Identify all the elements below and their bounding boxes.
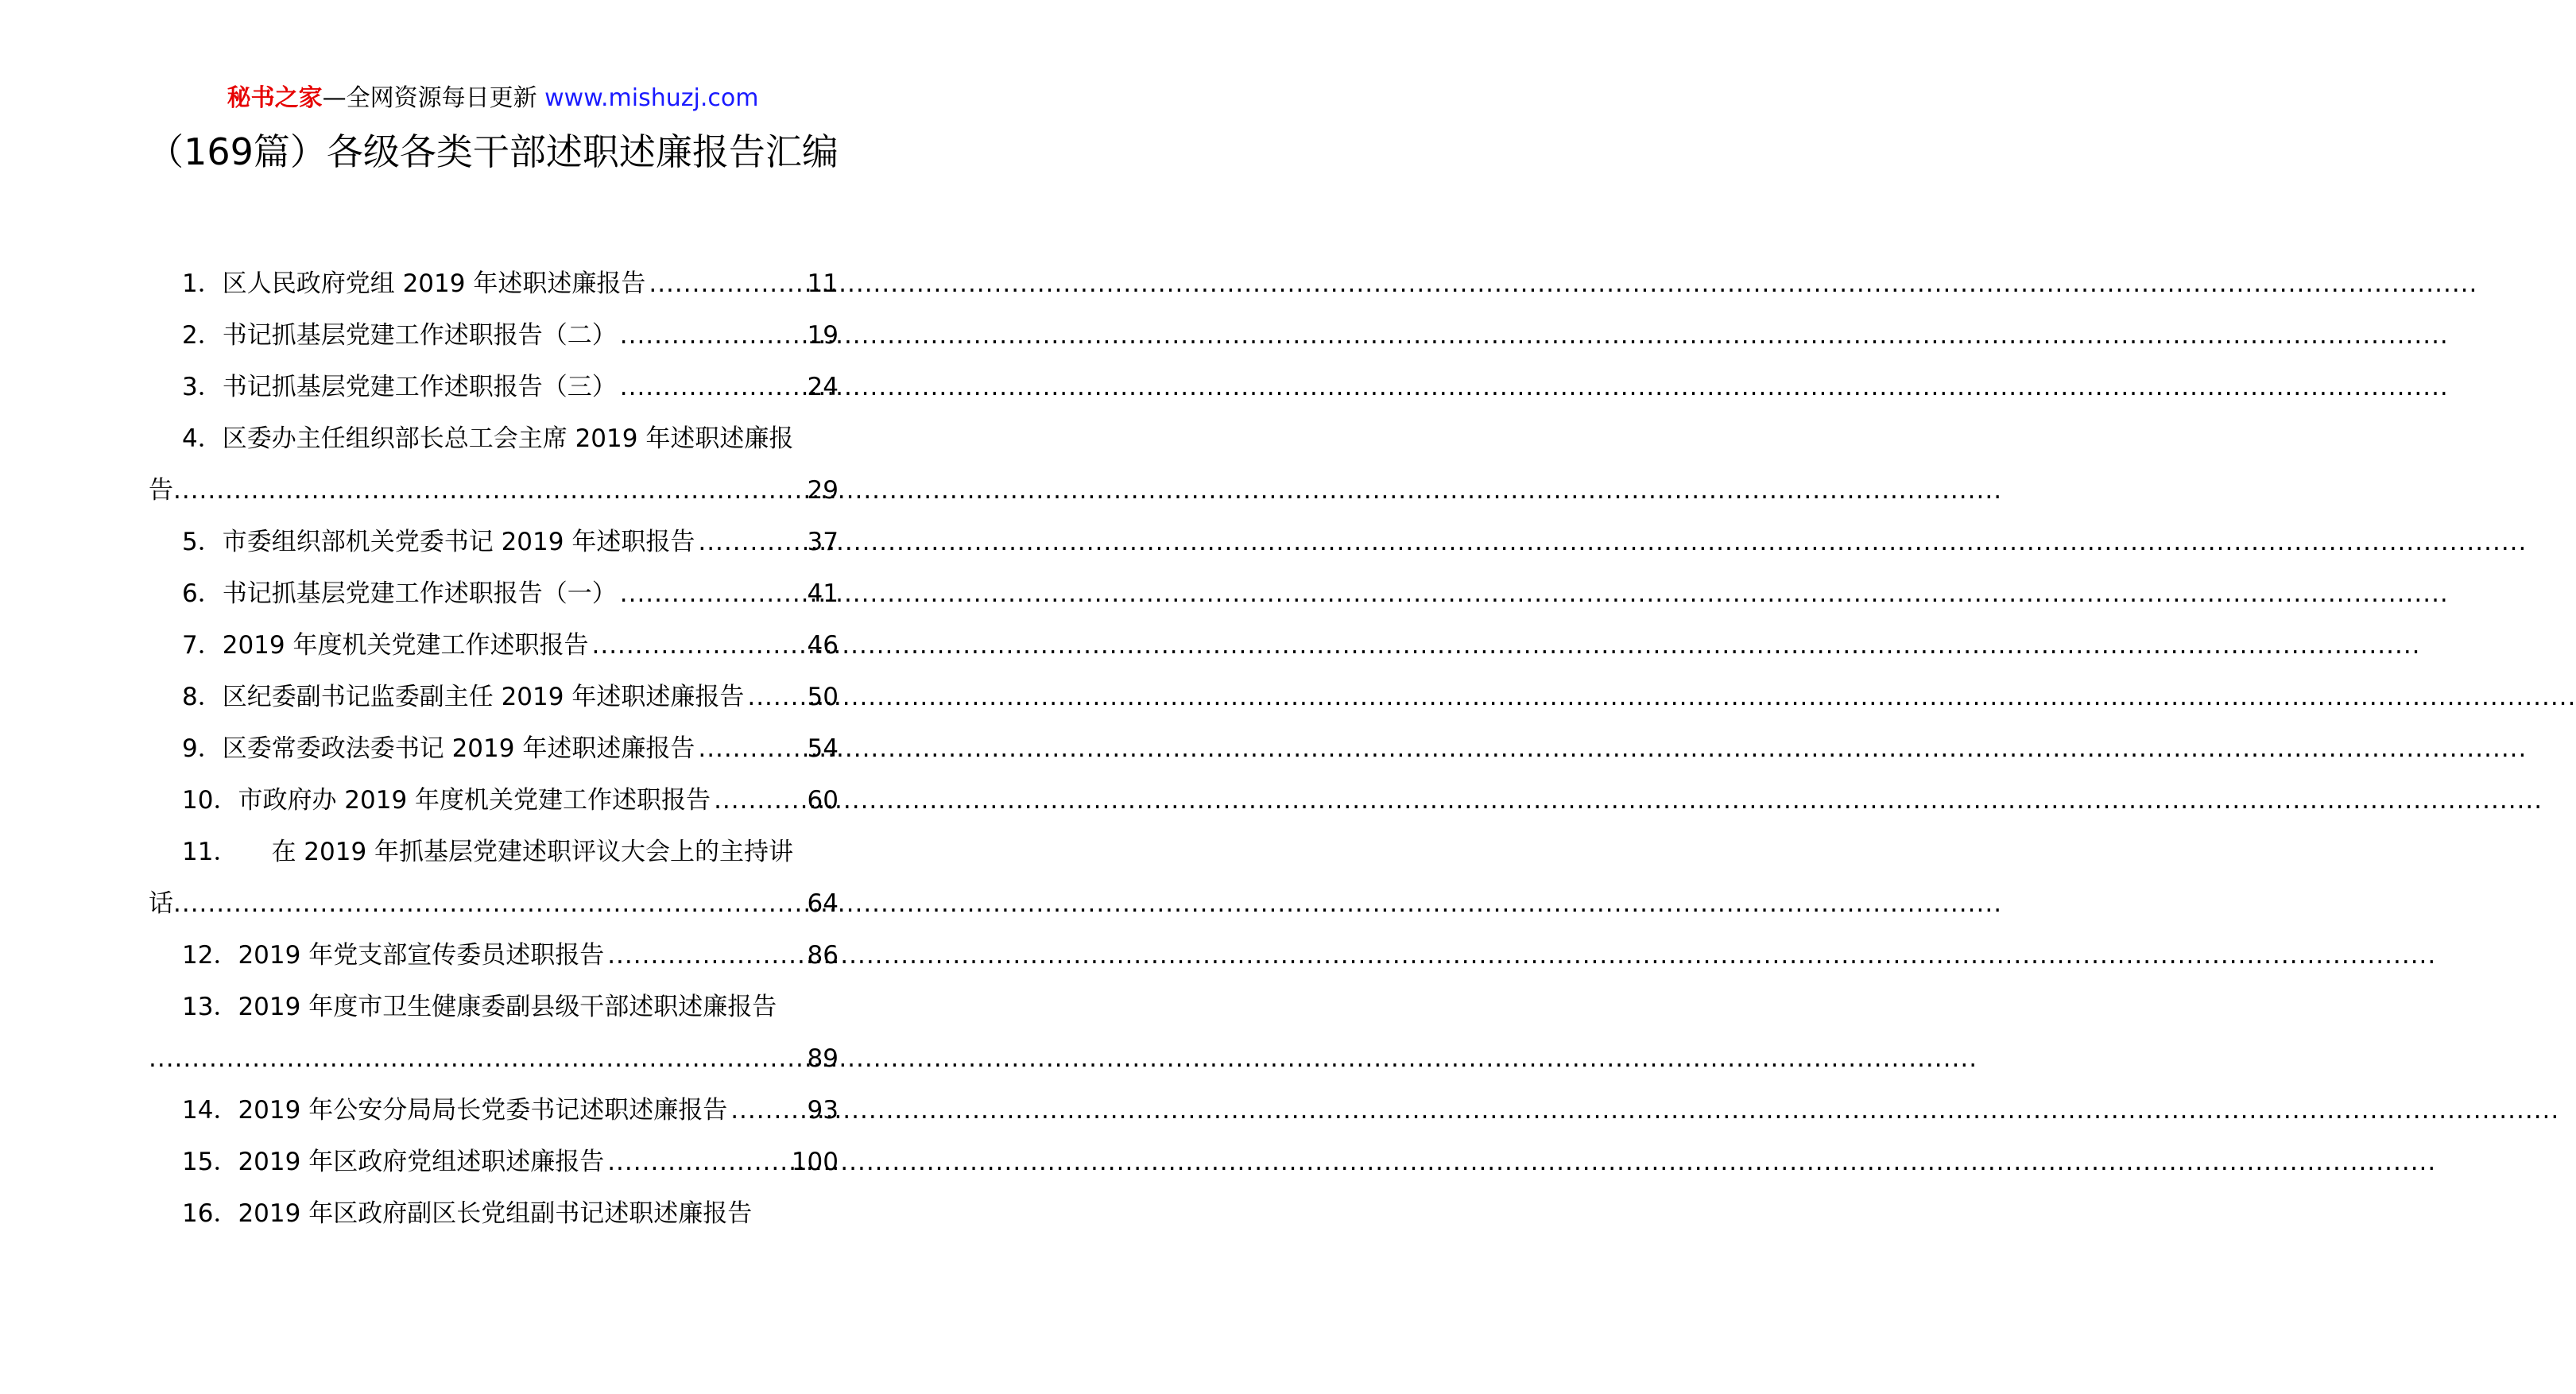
toc-entry-title: 2019 年度机关党建工作述职报告 [222, 631, 589, 660]
toc-entry[interactable] [149, 517, 839, 568]
toc-entry-number: 13． [182, 993, 238, 1021]
toc-entry[interactable] [149, 930, 839, 982]
toc-entry-line [149, 620, 839, 672]
toc-entry-title: 2019 年区政府副区长党组副书记述职述廉报告 [238, 1199, 753, 1228]
toc-entry-page: 93 [807, 1096, 839, 1125]
toc-entry[interactable] [149, 568, 839, 620]
toc-entry-title-continued: 话 [149, 889, 173, 918]
toc-entry[interactable] [149, 413, 839, 517]
toc-entry-number: 16． [182, 1199, 238, 1228]
toc-entry-line [149, 568, 839, 620]
toc-entry-number: 8． [182, 683, 223, 711]
toc-leader-dots [607, 1136, 788, 1188]
toc-leader-dots [698, 723, 804, 775]
toc-entry-number: 11． [182, 838, 238, 866]
toc-leader-dots [607, 930, 804, 982]
toc-entry-title: 2019 年党支部宣传委员述职报告 [238, 941, 605, 970]
toc-leader-dots [149, 1033, 804, 1085]
toc-entry-page: 54 [807, 734, 839, 763]
toc-entry-number: 5． [182, 528, 223, 556]
toc-entry[interactable] [149, 723, 839, 775]
toc-entry-number: 14． [182, 1096, 238, 1125]
toc-entry[interactable] [149, 1136, 839, 1188]
toc-entry-title: 2019 年区政府党组述职述廉报告 [238, 1148, 605, 1176]
toc-entry-line [149, 258, 839, 310]
site-header [0, 83, 986, 114]
toc-entry-line [149, 1085, 839, 1136]
toc-leader-dots [730, 1085, 804, 1136]
toc-leader-dots [698, 517, 804, 568]
toc-entry-line [149, 723, 839, 775]
toc-entry-number: 3． [182, 373, 223, 401]
toc-entry[interactable] [149, 310, 839, 362]
toc-entry-number: 15． [182, 1148, 238, 1176]
header-tagline: —全网资源每日更新 [322, 84, 537, 112]
toc-leader-dots [747, 672, 804, 723]
toc-entry-page: 89 [807, 1044, 839, 1073]
toc-entry-page: 46 [807, 631, 839, 660]
toc-entry-page: 24 [807, 373, 839, 401]
toc-entry-line [149, 1188, 839, 1240]
toc-entry-number: 12． [182, 941, 238, 970]
toc-leader-dots [173, 878, 804, 930]
toc-entry-line [149, 982, 839, 1033]
toc-leader-dots [649, 258, 804, 310]
toc-entry-title: 书记抓基层党建工作述职报告（三） [222, 373, 617, 401]
toc-entry-line [149, 517, 839, 568]
toc-leader-dots [714, 775, 804, 827]
table-of-contents [149, 258, 839, 1240]
toc-entry[interactable] [149, 362, 839, 413]
site-url-link[interactable]: www.mishuzj.com [544, 84, 759, 112]
toc-entry[interactable] [149, 775, 839, 827]
toc-entry-page: 50 [807, 683, 839, 711]
toc-entry[interactable] [149, 827, 839, 930]
toc-entry-continuation [149, 465, 839, 517]
toc-entry-title: 书记抓基层党建工作述职报告（一） [222, 579, 617, 608]
toc-entry-number: 4． [182, 424, 223, 453]
toc-entry-page: 100 [791, 1148, 839, 1176]
toc-entry-title: 市政府办 2019 年度机关党建工作述职报告 [238, 786, 711, 815]
toc-entry-line [149, 672, 839, 723]
toc-entry-page: 37 [807, 528, 839, 556]
toc-entry-number: 2． [182, 321, 223, 350]
toc-entry-number: 7． [182, 631, 223, 660]
toc-entry-number: 1． [182, 269, 223, 298]
toc-entry-page: 19 [807, 321, 839, 350]
toc-entry-title: 2019 年公安分局局长党委书记述职述廉报告 [238, 1096, 728, 1125]
toc-entry-title: 区纪委副书记监委副主任 2019 年述职述廉报告 [222, 683, 745, 711]
toc-entry[interactable] [149, 982, 839, 1085]
toc-entry-title-continued: 告 [149, 476, 173, 505]
toc-entry-page: 41 [807, 579, 839, 608]
toc-entry-page: 86 [807, 941, 839, 970]
toc-entry-title: 区委常委政法委书记 2019 年述职述廉报告 [222, 734, 695, 763]
toc-entry-line [149, 413, 839, 465]
toc-entry-page: 64 [807, 889, 839, 918]
toc-leader-dots [620, 568, 804, 620]
toc-entry-title: 区人民政府党组 2019 年述职述廉报告 [222, 269, 646, 298]
toc-entry-line [149, 362, 839, 413]
toc-entry[interactable] [149, 672, 839, 723]
toc-leader-dots [620, 362, 804, 413]
toc-entry[interactable] [149, 258, 839, 310]
toc-entry[interactable] [149, 1188, 839, 1240]
toc-entry-line [149, 310, 839, 362]
brand-name: 秘书之家 [227, 84, 323, 112]
toc-leader-dots [591, 620, 804, 672]
toc-leader-dots [620, 310, 804, 362]
toc-entry-line [149, 827, 839, 878]
toc-entry-page: 11 [807, 269, 839, 298]
toc-entry-line [149, 775, 839, 827]
toc-leader-dots [173, 465, 804, 517]
toc-entry-title: 在 2019 年抓基层党建述职评议大会上的主持讲 [271, 838, 794, 866]
toc-entry-number: 6． [182, 579, 223, 608]
toc-entry-number: 9． [182, 734, 223, 763]
toc-entry[interactable] [149, 1085, 839, 1136]
toc-entry-page: 29 [807, 476, 839, 505]
document-title: （169篇）各级各类干部述职述廉报告汇编 [147, 130, 839, 173]
toc-entry-continuation [149, 1033, 839, 1085]
toc-entry-line [149, 1136, 839, 1188]
toc-entry-title: 市委组织部机关党委书记 2019 年述职报告 [222, 528, 695, 556]
toc-entry-continuation [149, 878, 839, 930]
toc-entry-title: 区委办主任组织部长总工会主席 2019 年述职述廉报 [222, 424, 794, 453]
toc-entry[interactable] [149, 620, 839, 672]
toc-entry-number: 10． [182, 786, 238, 815]
toc-entry-title: 2019 年度市卫生健康委副县级干部述职述廉报告 [238, 993, 777, 1021]
toc-entry-line [149, 930, 839, 982]
toc-entry-page: 60 [807, 786, 839, 815]
toc-entry-title: 书记抓基层党建工作述职报告（二） [222, 321, 617, 350]
